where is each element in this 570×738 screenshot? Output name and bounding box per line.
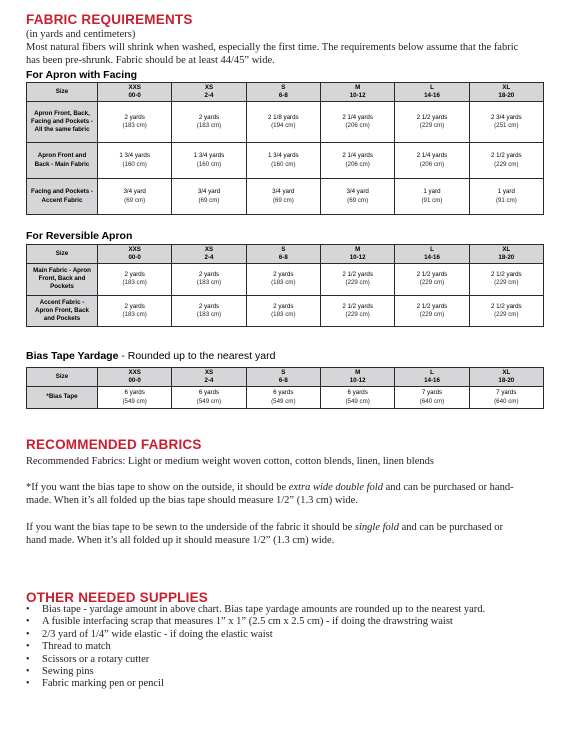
cm-value: (549 cm) xyxy=(271,397,296,405)
size-range: 2-4 xyxy=(204,254,214,261)
cm-value: (251 cm) xyxy=(494,122,519,129)
size-range: 18-20 xyxy=(498,377,515,384)
yards-value: 2 1/2 yards xyxy=(342,302,373,310)
size-name: L xyxy=(430,84,434,91)
single-fold-note-line-1: If you want the bias tape to be sewn to the underside of the fabric it should be single fold and can be purchased or xyxy=(26,522,504,533)
yards-value: 2 1/2 yards xyxy=(416,302,448,310)
size-name: L xyxy=(430,246,434,253)
yards-value: 1 3/4 yards xyxy=(193,152,225,160)
size-range: 14-16 xyxy=(424,92,440,99)
size-column-header: Size xyxy=(27,83,98,102)
list-item: • Fabric marking pen or pencil xyxy=(26,678,485,690)
cm-value: (640 cm) xyxy=(494,397,519,405)
apron-with-facing-table xyxy=(26,82,544,215)
yardage-cell xyxy=(172,295,246,327)
cm-value: (183 cm) xyxy=(196,122,222,129)
cm-value: (549 cm) xyxy=(345,397,370,405)
size-range: 10-12 xyxy=(349,254,366,261)
size-column-header: Size xyxy=(27,368,98,387)
cm-value: (640 cm) xyxy=(419,397,445,405)
cm-value: (229 cm) xyxy=(419,279,445,287)
yards-value: 2 1/2 yards xyxy=(342,271,373,279)
yardage-cell xyxy=(98,295,172,327)
size-name: L xyxy=(430,369,434,376)
recommended-fabrics-line: Recommended Fabrics: Light or medium weight woven cotton, cotton blends, linen, linen blends xyxy=(26,456,434,467)
yardage-cell xyxy=(246,102,320,143)
yards-value: 7 yards xyxy=(421,389,443,397)
size-header-row xyxy=(27,245,544,264)
yardage-cell xyxy=(320,387,394,409)
yardage-cell xyxy=(469,143,543,179)
size-name: XL xyxy=(502,246,511,253)
size-header-xl xyxy=(469,245,543,264)
list-item: • 2/3 yard of 1/4” wide elastic - if doing the elastic waist xyxy=(26,629,485,641)
yardage-cell xyxy=(395,264,469,296)
size-header-m xyxy=(320,245,394,264)
size-range: 14-16 xyxy=(424,377,440,384)
cm-value: (91 cm) xyxy=(421,196,443,204)
row-label: Apron Front, Back, Facing and Pockets - All the same fabric xyxy=(27,102,98,143)
row-label: Accent Fabric - Apron Front, Back and Pockets xyxy=(27,295,98,327)
size-range: 6-8 xyxy=(278,254,288,261)
size-header-l xyxy=(395,83,469,102)
yardage-cell xyxy=(172,143,246,179)
size-range: 2-4 xyxy=(204,377,214,384)
cm-value: (206 cm) xyxy=(419,160,445,168)
size-name: XXS xyxy=(128,246,141,253)
list-item: • Scissors or a rotary cutter xyxy=(26,654,485,666)
bias-tape-yardage-heading: Bias Tape Yardage - Rounded up to the nearest yard xyxy=(26,350,276,362)
table-row xyxy=(27,264,544,296)
size-range: 14-16 xyxy=(424,254,440,261)
yards-value: 2 yards xyxy=(198,113,220,121)
list-item: • Bias tape - yardage amount in above chart. Bias tape yardage amounts are rounded up to the nearest yard. xyxy=(26,604,485,616)
yards-value: 2 1/4 yards xyxy=(342,113,373,121)
size-header-s xyxy=(246,83,320,102)
yards-value: 2 1/2 yards xyxy=(491,152,522,160)
cm-value: (160 cm) xyxy=(122,160,147,168)
yardage-cell xyxy=(246,179,320,215)
cm-value: (69 cm) xyxy=(124,196,146,204)
yards-value: 2 yards xyxy=(198,271,220,279)
size-name: XL xyxy=(502,84,511,91)
yards-value: 6 yards xyxy=(347,389,368,397)
cm-value: (69 cm) xyxy=(347,196,369,204)
yardage-cell xyxy=(98,102,172,143)
double-fold-note-line-1: *If you want the bias tape to show on the outside, it should be extra wide double fold and can be purchased or hand- xyxy=(26,482,514,493)
yardage-cell xyxy=(320,102,394,143)
size-range: 00-0 xyxy=(128,377,141,384)
cm-value: (194 cm) xyxy=(271,122,296,129)
cm-value: (229 cm) xyxy=(419,122,445,129)
size-range: 10-12 xyxy=(349,377,366,384)
double-fold-note-line-2: made. When it’s all folded up the bias tape should measure 1/2” (1.3 cm) wide. xyxy=(26,495,358,506)
cm-value: (229 cm) xyxy=(494,160,519,168)
yards-value: 1 3/4 yards xyxy=(119,152,150,160)
yardage-cell xyxy=(395,143,469,179)
table-row xyxy=(27,143,544,179)
cm-value: (549 cm) xyxy=(122,397,147,405)
cm-value: (206 cm) xyxy=(345,122,370,129)
yardage-cell xyxy=(172,387,246,409)
size-header-row xyxy=(27,83,544,102)
yardage-cell xyxy=(246,264,320,296)
intro-line-2: has been pre-shrunk. Fabric should be at least 44/45” wide. xyxy=(26,55,275,66)
intro-line-1: Most natural fibers will shrink when washed, especially the first time. The requirements below assume that the fabric xyxy=(26,42,519,53)
size-name: M xyxy=(355,369,361,376)
yards-value: 2 yards xyxy=(273,271,294,279)
yardage-cell xyxy=(395,295,469,327)
recommended-fabrics-heading: RECOMMENDED FABRICS xyxy=(26,437,202,452)
size-range: 00-0 xyxy=(128,92,141,99)
size-name: S xyxy=(281,246,286,253)
cm-value: (160 cm) xyxy=(196,160,222,168)
yards-value: 3/4 yard xyxy=(123,188,146,196)
yardage-cell xyxy=(395,179,469,215)
yards-value: 2 1/8 yards xyxy=(268,113,299,121)
cm-value: (229 cm) xyxy=(345,310,370,318)
yards-value: 2 yards xyxy=(273,302,294,310)
yardage-cell xyxy=(172,102,246,143)
size-header-row xyxy=(27,368,544,387)
yardage-cell xyxy=(320,143,394,179)
size-column-header: Size xyxy=(27,245,98,264)
yards-value: 2 1/4 yards xyxy=(342,152,373,160)
size-name: XS xyxy=(204,84,214,91)
cm-value: (183 cm) xyxy=(271,310,296,318)
cm-value: (206 cm) xyxy=(345,160,370,168)
cm-value: (183 cm) xyxy=(122,310,147,318)
size-header-xxs xyxy=(98,245,172,264)
list-item: • Thread to match xyxy=(26,641,485,653)
cm-value: (229 cm) xyxy=(419,310,445,318)
yardage-cell xyxy=(395,387,469,409)
yards-value: 3/4 yard xyxy=(272,188,295,196)
row-label: *Bias Tape xyxy=(27,387,98,409)
cm-value: (69 cm) xyxy=(272,196,294,204)
cm-value: (183 cm) xyxy=(122,279,147,287)
cm-value: (229 cm) xyxy=(494,310,519,318)
yards-value: 2 yards xyxy=(124,113,145,121)
cm-value: (183 cm) xyxy=(196,310,222,318)
size-header-xs xyxy=(172,245,246,264)
cm-value: (549 cm) xyxy=(196,397,222,405)
yardage-cell xyxy=(320,179,394,215)
list-item: • A fusible interfacing scrap that measures 1” x 1” (2.5 cm x 2.5 cm) - if doing the drawstring waist xyxy=(26,616,485,628)
yards-value: 6 yards xyxy=(198,389,220,397)
yards-value: 2 1/2 yards xyxy=(416,271,448,279)
yardage-cell xyxy=(469,264,543,296)
yards-value: 2 1/2 yards xyxy=(416,113,448,121)
yardage-cell xyxy=(98,387,172,409)
yards-value: 2 yards xyxy=(198,302,220,310)
yards-value: 2 3/4 yards xyxy=(491,113,522,121)
yards-value: 7 yards xyxy=(496,389,517,397)
yards-value: 1 yard xyxy=(423,188,441,196)
cm-value: (91 cm) xyxy=(495,196,517,204)
size-header-m xyxy=(320,83,394,102)
size-header-l xyxy=(395,245,469,264)
reversible-apron-table xyxy=(26,244,544,327)
size-header-l xyxy=(395,368,469,387)
size-name: XS xyxy=(204,369,214,376)
row-label: Main Fabric - Apron Front, Back and Pockets xyxy=(27,264,98,296)
size-range: 6-8 xyxy=(278,377,288,384)
size-name: M xyxy=(355,246,361,253)
table-row xyxy=(27,387,544,409)
yards-value: 2 yards xyxy=(124,271,145,279)
single-fold-note-line-2: hand made. When it’s all folded up it should measure 1/2” (1.3 cm) wide. xyxy=(26,535,335,546)
list-item: • Sewing pins xyxy=(26,666,485,678)
yards-value: 2 yards xyxy=(124,302,145,310)
yardage-cell xyxy=(395,102,469,143)
yards-value: 1 yard xyxy=(497,188,515,196)
cm-value: (160 cm) xyxy=(271,160,296,168)
yardage-cell xyxy=(320,264,394,296)
cm-value: (229 cm) xyxy=(494,279,519,287)
table-row xyxy=(27,102,544,143)
yards-value: 3/4 yard xyxy=(346,188,369,196)
yardage-cell xyxy=(98,179,172,215)
cm-value: (183 cm) xyxy=(122,122,147,129)
size-name: S xyxy=(281,369,286,376)
size-range: 10-12 xyxy=(349,92,366,99)
size-name: XXS xyxy=(128,369,141,376)
size-range: 18-20 xyxy=(498,92,515,99)
cm-value: (183 cm) xyxy=(271,279,296,287)
reversible-apron-heading: For Reversible Apron xyxy=(26,230,133,242)
size-header-xs xyxy=(172,368,246,387)
size-name: XS xyxy=(204,246,214,253)
yardage-cell xyxy=(469,295,543,327)
fabric-requirements-heading: FABRIC REQUIREMENTS xyxy=(26,12,193,27)
yards-value: 2 1/4 yards xyxy=(416,152,448,160)
row-label: Apron Front and Back - Main Fabric xyxy=(27,143,98,179)
units-note: (in yards and centimeters) xyxy=(26,29,136,40)
yardage-cell xyxy=(172,264,246,296)
yardage-cell xyxy=(469,387,543,409)
yardage-cell xyxy=(246,295,320,327)
yardage-cell xyxy=(246,143,320,179)
yardage-cell xyxy=(172,179,246,215)
yardage-cell xyxy=(98,143,172,179)
yardage-cell xyxy=(469,102,543,143)
table-row xyxy=(27,179,544,215)
size-header-xl xyxy=(469,83,543,102)
size-header-xl xyxy=(469,368,543,387)
supplies-list xyxy=(26,604,485,691)
size-header-xs xyxy=(172,83,246,102)
yardage-cell xyxy=(320,295,394,327)
yards-value: 6 yards xyxy=(273,389,294,397)
size-range: 6-8 xyxy=(278,92,288,99)
size-header-xxs xyxy=(98,83,172,102)
yardage-cell xyxy=(469,179,543,215)
yards-value: 6 yards xyxy=(124,389,145,397)
cm-value: (69 cm) xyxy=(198,196,220,204)
size-header-xxs xyxy=(98,368,172,387)
yardage-cell xyxy=(246,387,320,409)
size-name: M xyxy=(355,84,361,91)
size-header-s xyxy=(246,368,320,387)
yardage-cell xyxy=(98,264,172,296)
table-row xyxy=(27,295,544,327)
size-name: XL xyxy=(502,369,511,376)
size-range: 18-20 xyxy=(498,254,515,261)
yards-value: 2 1/2 yards xyxy=(491,271,522,279)
size-header-s xyxy=(246,245,320,264)
size-name: S xyxy=(281,84,286,91)
other-supplies-heading: OTHER NEEDED SUPPLIES xyxy=(26,590,208,605)
yards-value: 1 3/4 yards xyxy=(268,152,299,160)
row-label: Facing and Pockets - Accent Fabric xyxy=(27,179,98,215)
size-range: 00-0 xyxy=(128,254,141,261)
yards-value: 3/4 yard xyxy=(197,188,221,196)
size-header-m xyxy=(320,368,394,387)
cm-value: (183 cm) xyxy=(196,279,222,287)
yards-value: 2 1/2 yards xyxy=(491,302,522,310)
bias-tape-table xyxy=(26,367,544,409)
cm-value: (229 cm) xyxy=(345,279,370,287)
apron-with-facing-heading: For Apron with Facing xyxy=(26,69,138,81)
size-name: XXS xyxy=(128,84,141,91)
size-range: 2-4 xyxy=(204,92,214,99)
